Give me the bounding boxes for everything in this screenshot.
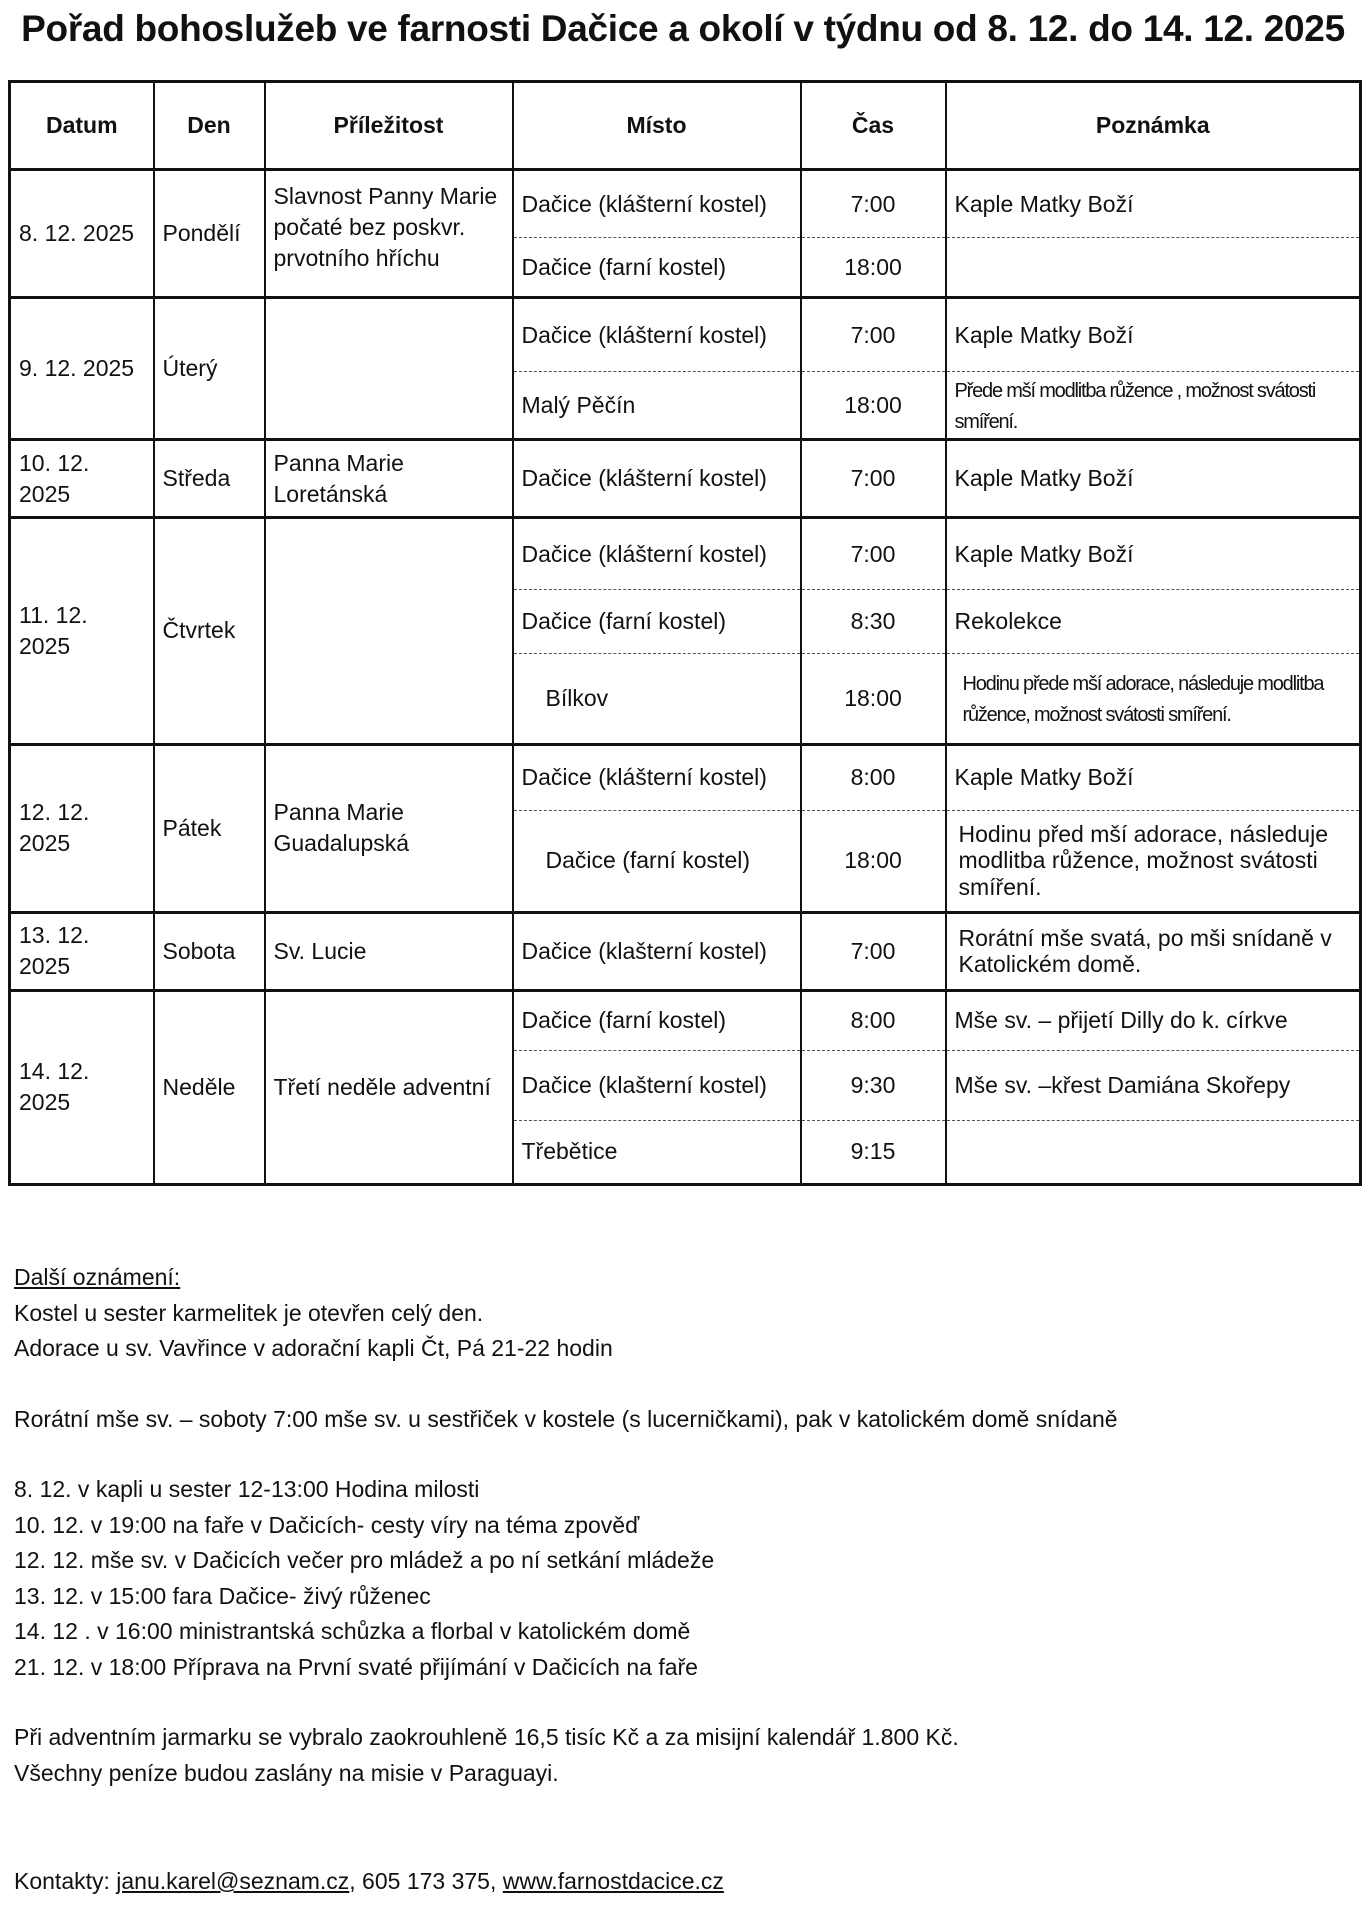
time-cell: 9:15 bbox=[801, 1120, 946, 1184]
occasion-cell bbox=[265, 298, 513, 440]
time-cell: 7:00 bbox=[801, 912, 946, 990]
header-date: Datum bbox=[10, 82, 154, 170]
place-cell: Dačice (klašterní kostel) bbox=[513, 1050, 801, 1120]
note-text: Přede mší modlitba růžence , možnost svátosti smíření. bbox=[954, 380, 1316, 434]
time-cell: 18:00 bbox=[801, 654, 946, 744]
note-cell: Hodinu před mší adorace, následuje modlitba růžence, možnost svátosti smíření. bbox=[946, 810, 1361, 912]
place-cell: Dačice (klášterní kostel) bbox=[513, 440, 801, 518]
time-cell: 18:00 bbox=[801, 372, 946, 440]
place-cell: Dačice (klášterní kostel) bbox=[513, 298, 801, 372]
announcement-line: 14. 12 . v 16:00 ministrantská schůzka a florbal v katolickém domě bbox=[14, 1618, 691, 1644]
header-time: Čas bbox=[801, 82, 946, 170]
day-cell: Sobota bbox=[154, 912, 265, 990]
announcement-line: Adorace u sv. Vavřince v adorační kapli Čt, Pá 21-22 hodin bbox=[14, 1335, 613, 1361]
note-cell: Kaple Matky Boží bbox=[946, 170, 1361, 238]
announcement-line: Při adventním jarmarku se vybralo zaokrouhleně 16,5 tisíc Kč a za misijní kalendář 1.800 Kč. bbox=[14, 1724, 959, 1750]
time-cell: 7:00 bbox=[801, 170, 946, 238]
place-cell: Dačice (farní kostel) bbox=[513, 590, 801, 654]
occasion-cell: Panna Marie Guadalupská bbox=[265, 744, 513, 912]
day-cell: Úterý bbox=[154, 298, 265, 440]
note-cell: Kaple Matky Boží bbox=[946, 298, 1361, 372]
day-cell: Neděle bbox=[154, 990, 265, 1184]
note-cell: Kaple Matky Boží bbox=[946, 518, 1361, 590]
date-cell: 10. 12. 2025 bbox=[10, 440, 154, 518]
date-cell: 11. 12. 2025 bbox=[10, 518, 154, 744]
note-cell bbox=[946, 1120, 1361, 1184]
table-row bbox=[10, 170, 1361, 238]
announcement-line: 10. 12. v 19:00 na faře v Dačicích- cesty víry na téma zpověď bbox=[14, 1511, 640, 1538]
place-cell: Dačice (klášterní kostel) bbox=[513, 518, 801, 590]
note-cell bbox=[946, 654, 1361, 744]
time-cell: 9:30 bbox=[801, 1050, 946, 1120]
date-cell: 9. 12. 2025 bbox=[10, 298, 154, 440]
announcement-line: 21. 12. v 18:00 Příprava na První svaté přijímání v Dačicích na faře bbox=[14, 1653, 698, 1680]
announcement-line: 8. 12. v kapli u sester 12-13:00 Hodina milosti bbox=[14, 1476, 480, 1502]
table-row bbox=[10, 990, 1361, 1050]
place-cell: Dačice (klášterní kostel) bbox=[513, 170, 801, 238]
place-cell: Dačice (klášterní kostel) bbox=[513, 744, 801, 810]
page-title: Pořad bohoslužeb ve farnosti Dačice a okolí v týdnu od 8. 12. do 14. 12. 2025 bbox=[21, 8, 1345, 49]
day-cell: Pondělí bbox=[154, 170, 265, 298]
occasion-cell: Sv. Lucie bbox=[265, 912, 513, 990]
table-header-row bbox=[10, 82, 1361, 170]
note-cell: Mše sv. – přijetí Dilly do k. církve bbox=[946, 990, 1361, 1050]
note-cell: Rorátní mše svatá, po mši snídaně v Katolickém domě. bbox=[946, 912, 1361, 990]
place-cell: Dačice (farní kostel) bbox=[513, 990, 801, 1050]
contacts-label: Kontakty: bbox=[14, 1868, 117, 1894]
day-cell: Středa bbox=[154, 440, 265, 518]
time-cell: 18:00 bbox=[801, 810, 946, 912]
place-cell: Dačice (klašterní kostel) bbox=[513, 912, 801, 990]
table-row bbox=[10, 912, 1361, 990]
announcement-line: Rorátní mše sv. – soboty 7:00 mše sv. u sestřiček v kostele (s lucerničkami), pak v katolickém domě snídaně bbox=[14, 1405, 1118, 1432]
occasion-cell: Slavnost Panny Marie počaté bez poskvr. prvotního hříchu bbox=[265, 170, 513, 298]
time-cell: 7:00 bbox=[801, 298, 946, 372]
date-cell: 13. 12. 2025 bbox=[10, 912, 154, 990]
note-cell bbox=[946, 372, 1361, 440]
announcement-line: 12. 12. mše sv. v Dačicích večer pro mládež a po ní setkání mládeže bbox=[14, 1547, 715, 1573]
announcements bbox=[14, 1260, 1344, 1791]
date-cell: 8. 12. 2025 bbox=[10, 170, 154, 298]
day-cell: Pátek bbox=[154, 744, 265, 912]
date-cell: 14. 12. 2025 bbox=[10, 990, 154, 1184]
announcements-heading: Další oznámení: bbox=[14, 1264, 181, 1290]
contacts bbox=[14, 1868, 724, 1895]
time-cell: 7:00 bbox=[801, 440, 946, 518]
header-occasion: Příležitost bbox=[265, 82, 513, 170]
place-cell: Dačice (farní kostel) bbox=[513, 810, 801, 912]
header-day: Den bbox=[154, 82, 265, 170]
note-cell: Rekolekce bbox=[946, 590, 1361, 654]
place-cell: Malý Pěčín bbox=[513, 372, 801, 440]
table-row bbox=[10, 298, 1361, 372]
time-cell: 8:00 bbox=[801, 990, 946, 1050]
time-cell: 8:00 bbox=[801, 744, 946, 810]
website-link[interactable]: www.farnostdacice.cz bbox=[502, 1868, 724, 1894]
date-cell: 12. 12. 2025 bbox=[10, 744, 154, 912]
occasion-cell bbox=[265, 518, 513, 744]
header-place: Místo bbox=[513, 82, 801, 170]
occasion-cell: Třetí neděle adventní bbox=[265, 990, 513, 1184]
note-cell: Kaple Matky Boží bbox=[946, 440, 1361, 518]
table-row bbox=[10, 440, 1361, 518]
place-cell: Dačice (farní kostel) bbox=[513, 238, 801, 298]
note-cell: Mše sv. –křest Damiána Skořepy bbox=[946, 1050, 1361, 1120]
table-row bbox=[10, 744, 1361, 810]
announcement-line: Všechny peníze budou zaslány na misie v Paraguayi. bbox=[14, 1759, 559, 1786]
time-cell: 8:30 bbox=[801, 590, 946, 654]
place-cell: Bílkov bbox=[513, 654, 801, 744]
time-cell: 18:00 bbox=[801, 238, 946, 298]
time-cell: 7:00 bbox=[801, 518, 946, 590]
announcement-line: 13. 12. v 15:00 fara Dačice- živý růženec bbox=[14, 1582, 431, 1609]
note-text: Hodinu přede mší adorace, následuje modlitba růžence, možnost svátosti smíření. bbox=[962, 673, 1324, 727]
email-link[interactable]: janu.karel@seznam.cz bbox=[116, 1868, 350, 1894]
announcement-line: Kostel u sester karmelitek je otevřen celý den. bbox=[14, 1299, 484, 1326]
place-cell: Třebětice bbox=[513, 1120, 801, 1184]
note-cell bbox=[946, 238, 1361, 298]
schedule-table bbox=[8, 80, 1362, 1186]
table-row bbox=[10, 518, 1361, 590]
header-note: Poznámka bbox=[946, 82, 1361, 170]
note-cell: Kaple Matky Boží bbox=[946, 744, 1361, 810]
occasion-cell: Panna Marie Loretánská bbox=[265, 440, 513, 518]
day-cell: Čtvrtek bbox=[154, 518, 265, 744]
phone-text: , 605 173 375, bbox=[349, 1868, 503, 1894]
